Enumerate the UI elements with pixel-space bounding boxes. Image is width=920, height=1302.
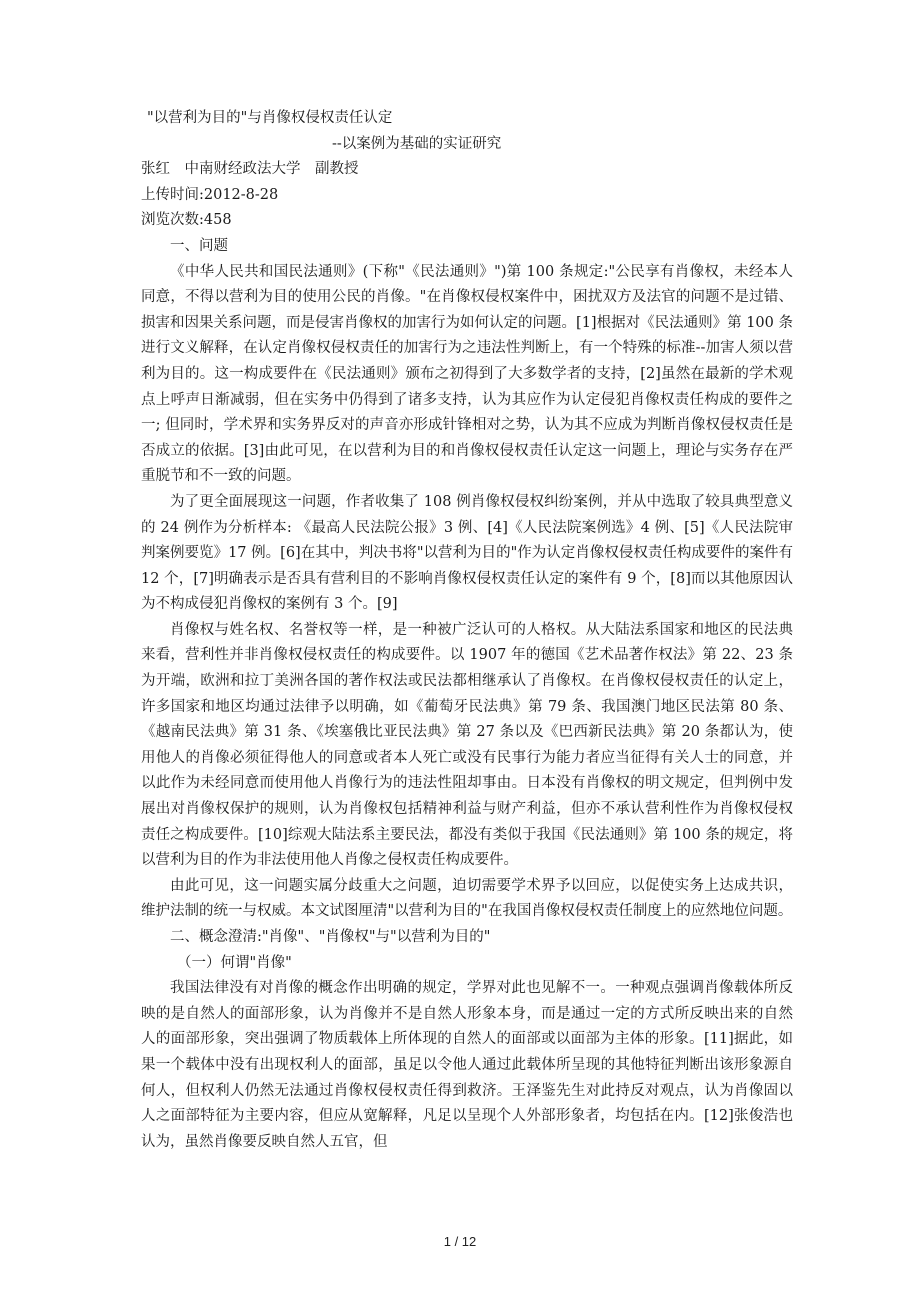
- paragraph-4: 由此可见，这一问题实属分歧重大之问题，迫切需要学术界予以回应，以促使实务上达成共识，维护法制的统一与权威。本文试图厘清"以营利为目的"在我国肖像权侵权责任制度上的应然地位问题。: [141, 877, 793, 920]
- section-heading-concepts: 二、概念澄清:"肖像"、"肖像权"与"以营利为目的": [170, 929, 491, 945]
- subsection-heading-portrait: （一）何谓"肖像": [177, 954, 292, 971]
- view-count: 浏览次数:458: [141, 212, 232, 229]
- upload-time: 上传时间:2012-8-28: [141, 186, 279, 203]
- paragraph-2: 为了更全面展现这一问题，作者收集了 108 例肖像权侵权纠纷案例，并从中选取了较具典型意义的 24 例作为分析样本: 《最高人民法院公报》3 例、[4]《人民法院案例选》4 例、[5]《人民法院审判案例要览》17 例。[6]在其中，判决书将"以营利为目的"作为认定肖像权侵权责任构成要件的案件有 12 个，[7]明确表示是否具有营利目的不影响肖像权侵权责任认定的案件有 9 个，[8]而以其他原因认为不构成侵犯肖像权的案例有 3 个。[9]: [141, 493, 793, 613]
- document-subtitle: --以案例为基础的实证研究: [332, 135, 502, 152]
- page-number: 1 / 12: [443, 1234, 477, 1249]
- author-line: 张红 中南财经政法大学 副教授: [141, 161, 359, 178]
- section-heading-problem: 一、问题: [170, 237, 228, 254]
- document-title: "以营利为目的"与肖像权侵权责任认定: [147, 110, 393, 126]
- document-page: [141, 106, 793, 1155]
- paragraph-1: 《中华人民共和国民法通则》(下称"《民法通则》")第 100 条规定:"公民享有肖像权，未经本人同意，不得以营利为目的使用公民的肖像。"在肖像权侵权案件中，困扰双方及法官的问题不是过错、损害和因果关系问题，而是侵害肖像权的加害行为如何认定的问题。[1]根据对《民法通则》第 100 条进行文义解释，在认定肖像权侵权责任的加害行为之违法性判断上，有一个特殊的标准--加害人须以营利为目的。这一构成要件在《民法通则》颁布之初得到了大多数学者的支持，[2]虽然在最新的学术观点上呼声日渐减弱，但在实务中仍得到了诸多支持，认为其应作为认定侵犯肖像权责任构成的要件之一; 但同时，学术界和实务界反对的声音亦形成针锋相对之势，认为其不应成为判断肖像权侵权责任是否成立的依据。[3]由此可见，在以营利为目的和肖像权侵权责任认定这一问题上，理论与实务存在严重脱节和不一致的问题。: [141, 263, 793, 485]
- paragraph-3: 肖像权与姓名权、名誉权等一样，是一种被广泛认可的人格权。从大陆法系国家和地区的民法典来看，营利性并非肖像权侵权责任的构成要件。以 1907 年的德国《艺术品著作权法》第 22、23 条为开端，欧洲和拉丁美洲各国的著作权法或民法都相继承认了肖像权。在肖像权侵权责任的认定上，许多国家和地区均通过法律予以明确，如《葡萄牙民法典》第 79 条、我国澳门地区民法第 80 条、《越南民法典》第 31 条、《埃塞俄比亚民法典》第 27 条以及《巴西新民法典》第 20 条都认为，使用他人的肖像必须征得他人的同意或者本人死亡或没有民事行为能力者应当征得有关人士的同意，并以此作为未经同意而使用他人肖像行为的违法性阻却事由。日本没有肖像权的明文规定，但判例中发展出对肖像权保护的规则，认为肖像权包括精神利益与财产利益，但亦不承认营利性作为肖像权侵权责任之构成要件。[10]综观大陆法系主要民法，都没有类似于我国《民法通则》第 100 条的规定，将以营利为目的作为非法使用他人肖像之侵权责任构成要件。: [141, 621, 793, 869]
- paragraph-5: 我国法律没有对肖像的概念作出明确的规定，学界对此也见解不一。一种观点强调肖像载体所反映的是自然人的面部形象，认为肖像并不是自然人形象本身，而是通过一定的方式所反映出来的自然人的面部形象，突出强调了物质载体上所体现的自然人的面部或以面部为主体的形象。[11]据此，如果一个载体中没有出现权利人的面部，虽足以令他人通过此载体所呈现的其他特征判断出该形象源自何人，但权利人仍然无法通过肖像权侵权责任得到救济。王泽鉴先生对此持反对观点，认为肖像固以人之面部特征为主要内容，但应从宽解释，凡足以呈现个人外部形象者，均包括在内。[12]张俊浩也认为，虽然肖像要反映自然人五官，但: [141, 980, 793, 1150]
